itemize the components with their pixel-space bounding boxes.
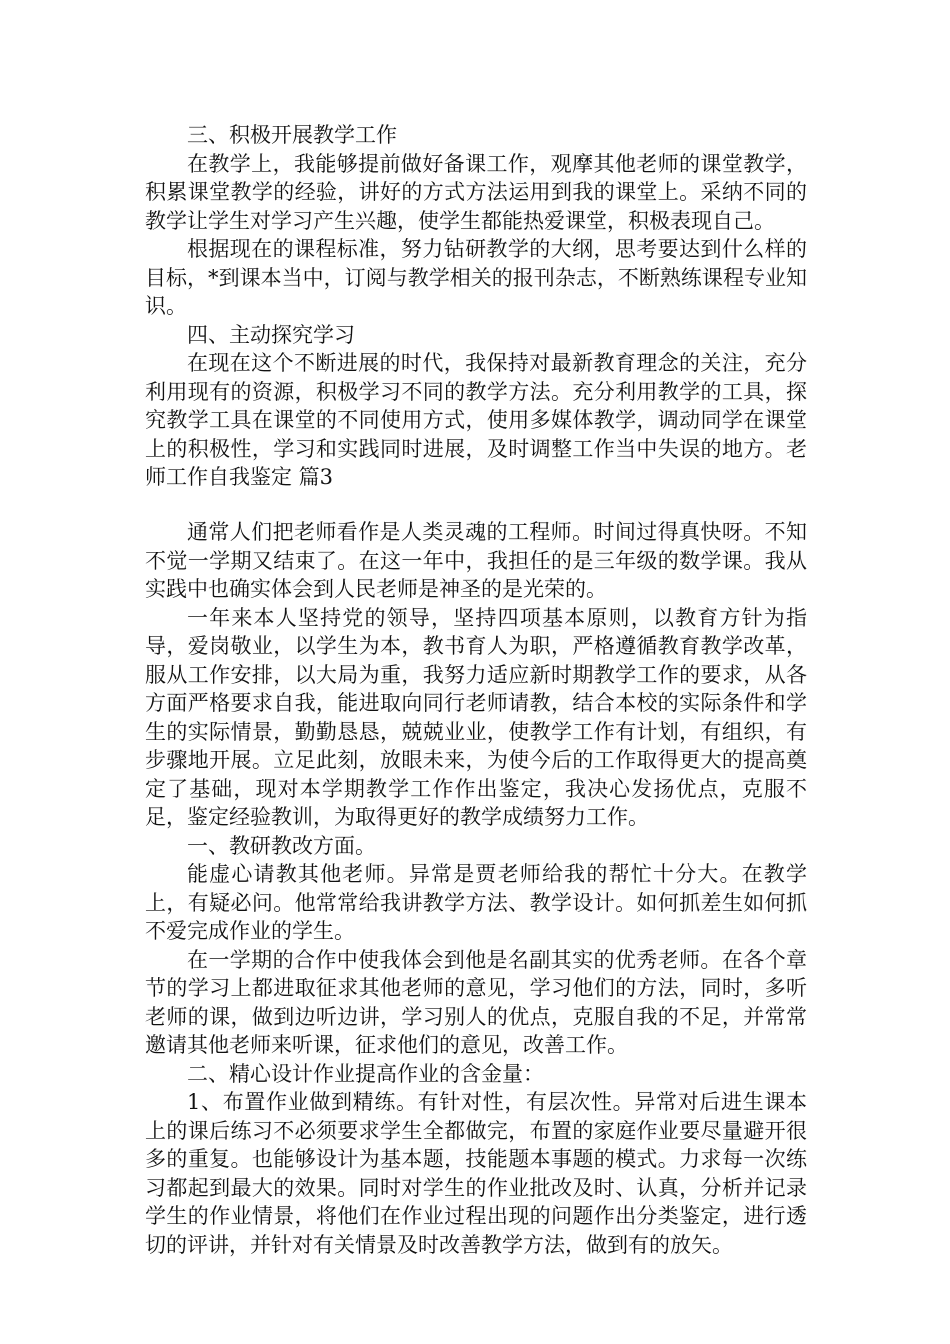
section-heading: 三、积极开展教学工作 — [187, 123, 397, 147]
section-heading: 一、教研教改方面。 — [187, 833, 376, 858]
text-block-top — [145, 121, 807, 492]
body-paragraph: 一年来本人坚持党的领导，坚持四项基本原则，以教育方针为指导，爱岗敬业，以学生为本，教书育人为职，严格遵循教育教学改革，服从工作安排，以大局为重，我努力适应新时期教学工作的要求，从各方面严格要求自我，能进取向同行老师请教，结合本校的实际条件和学生的实际情景，勤勤恳恳，兢兢业业，使教学工作有计划，有组织，有步骤地开展。立足此刻，放眼未来，为使今后的工作取得更大的提高奠定了基础，现对本学期教学工作作出鉴定，我决心发扬优点，克服不足，鉴定经验教训，为取得更好的教学成绩努力工作。 — [145, 605, 807, 829]
body-paragraph: 1、布置作业做到精练。有针对性，有层次性。异常对后进生课本上的课后练习不必须要求学生全都做完，布置的家庭作业要尽量避开很多的重复。也能够设计为基本题，技能题本事题的模式。力求每一次练习都起到最大的效果。同时对学生的作业批改及时、认真，分析并记录学生的作业情景，将他们在作业过程出现的问题作出分类鉴定，进行透切的评讲，并针对有关情景及时改善教学方法，做到有的放矢。 — [145, 1090, 807, 1257]
body-paragraph: 通常人们把老师看作是人类灵魂的工程师。时间过得真快呀。不知不觉一学期又结束了。在这一年中，我担任的是三年级的数学课。我从实践中也确实体会到人民老师是神圣的是光荣的。 — [145, 520, 807, 601]
section-heading: 二、精心设计作业提高作业的含金量： — [187, 1061, 544, 1086]
body-paragraph: 在现在这个不断进展的时代，我保持对最新教育理念的关注，充分利用现有的资源，积极学习不同的教学方法。充分利用教学的工具，探究教学工具在课堂的不同使用方式，使用多媒体教学，调动同学在课堂上的积极性，学习和实践同时进展，及时调整工作当中失误的地方。老师工作自我鉴定 篇3 — [145, 351, 807, 489]
section-heading: 四、主动探究学习 — [187, 322, 355, 347]
body-paragraph: 在教学上，我能够提前做好备课工作，观摩其他老师的课堂教学，积累课堂教学的经验，讲好的方式方法运用到我的课堂上。采纳不同的教学让学生对学习产生兴趣，使学生都能热爱课堂，积极表现自己。 — [145, 151, 807, 233]
body-paragraph: 能虚心请教其他老师。异常是贾老师给我的帮忙十分大。在教学上，有疑必问。他常常给我讲教学方法、教学设计。如何抓差生如何抓不爱完成作业的学生。 — [145, 862, 807, 943]
body-paragraph: 根据现在的课程标准，努力钻研教学的大纲，思考要达到什么样的目标，*到课本当中，订阅与教学相关的报刊杂志，不断熟练课程专业知识。 — [145, 237, 807, 318]
text-block-bottom — [145, 518, 807, 1259]
body-paragraph: 在一学期的合作中使我体会到他是名副其实的优秀老师。在各个章节的学习上都进取征求其他老师的意见，学习他们的方法，同时，多听老师的课，做到边听边讲，学习别人的优点，克服自我的不足，并常常邀请其他老师来听课，征求他们的意见，改善工作。 — [145, 947, 807, 1057]
